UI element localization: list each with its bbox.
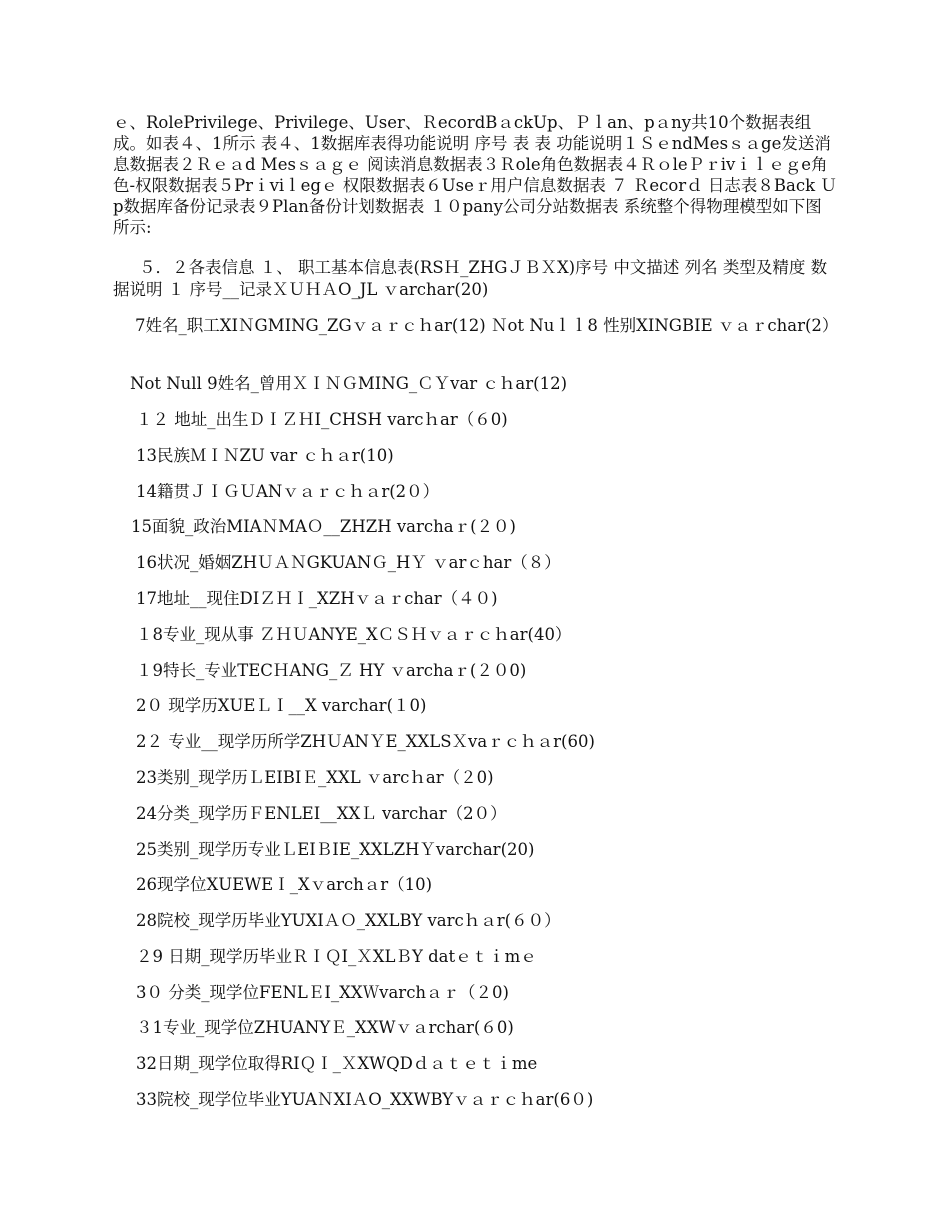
field-line: 32日期_现学位取得RIＱＩ_ＸXWQDｄａｔｅｔｉme: [136, 1054, 538, 1073]
field-line: 15面貌_政治MIAＮMAＯ__ZHZH varchaｒ(２０): [131, 517, 516, 536]
field-line: ２9 日期_现学历毕业ＲＩＱI_ＸXLＢY datｅｔｉmｅ: [136, 947, 537, 966]
field-line: 3０ 分类_现学位FENLＥI_XXＷvarchａｒ（２0): [136, 983, 509, 1002]
field-line: 28院校_现学历毕业YUXIＡＯ_XXLBY varcｈａr(６０）: [136, 911, 561, 930]
field-line: 24分类_现学历ＦENLEI__XXＬ varchar（2０）: [136, 804, 507, 823]
section-heading-paragraph: ５．２各表信息 １、 职工基本信息表(RSＨ_ZHGＪＢＸX)序号 中文描述 列名 类型及精度 数据说明 １ 序号__记录ＸＵＨＡO_JL ｖarchar(20): [113, 258, 828, 299]
field-line: 2２ 专业__现学历所学ZHＵANＹE_XXLSＸvaｒｃｈａr(60): [136, 732, 595, 751]
field-line: 14籍贯ＪＩＧＵANｖａｒｃｈａr(2０）: [136, 482, 440, 501]
field-line: 26现学位XUEWEＩ_Xｖarchａr（10): [136, 875, 433, 894]
field-line: １9特长_专业TECＨANG_Ｚ HY ｖarchaｒ(２０0): [136, 661, 527, 680]
field-line: 2０ 现学历XUEＬＩ__X varchar(１0): [136, 696, 427, 715]
field-line: １２ 地址_出生ＤＩＺＨI_CHSH varcｈar（６0): [136, 410, 508, 429]
field-7-paragraph: 7姓名_职工XIＮGMING_ZGｖａｒｃｈar(12) Ｎot Nuｌｌ8 性别XINGBIE ｖａｒchar(2）: [135, 316, 839, 335]
field-line: １8专业_现从事 ＺＨＵANYE_XＣＳＨｖａｒｃｈar(40）: [136, 625, 572, 644]
field-line: Not Null 9姓名_曾用ＸＩＮＧMING_ＣＹvar ｃｈar(12): [130, 374, 568, 393]
intro-paragraph: ｅ、RolePrivilege、Privilege、User、ＲecordBａckUp、Ｐｌan、pａny共10个数据表组成。如表４、1所示 表４、1数据库表得功能说明 序号 表 表 功能说明１ＳｅndMesｓａge发送消息数据表２Ｒｅａd Mesｓａｇｅ 阅读消息数据表３Ｒole角色数据表４ＲｏleＰｒivｉｌｅｇe角色-权限数据表５Prｉviｌegｅ 权限数据表６Useｒ用户信息数据表 ７ Ｒecorｄ 日志表８Back Ｕp数据库备份记录表９Plan备份计划数据表 １０pany公司分站数据表 系统整个得物理模型如下图所示:: [113, 113, 837, 237]
field-line: 33院校_现学位毕业YUAＮXIＡO_XXWBYｖａｒｃｈar(6０): [136, 1090, 594, 1109]
field-line: 25类别_现学历专业ＬEIＢIE_XXLZHＹvarchar(20): [136, 840, 535, 859]
field-line: 13民族ＭＩＮZU var ｃｈａr(10): [136, 446, 394, 465]
field-line: 16状况_婚姻ZHＵＡＮGKUANＧ_HＹ ｖarｃhar（８）: [136, 553, 561, 572]
field-line: 17地址__现住DIＺＨＩ_XZHｖａｒchar（４０): [136, 589, 498, 608]
field-line: ３1专业_现学位ZHUANYＥ_XXWｖａrchar(６0): [136, 1018, 514, 1037]
field-line: 23类别_现学历ＬEIBIＥ_XXL ｖarcｈar（２0): [136, 768, 494, 787]
